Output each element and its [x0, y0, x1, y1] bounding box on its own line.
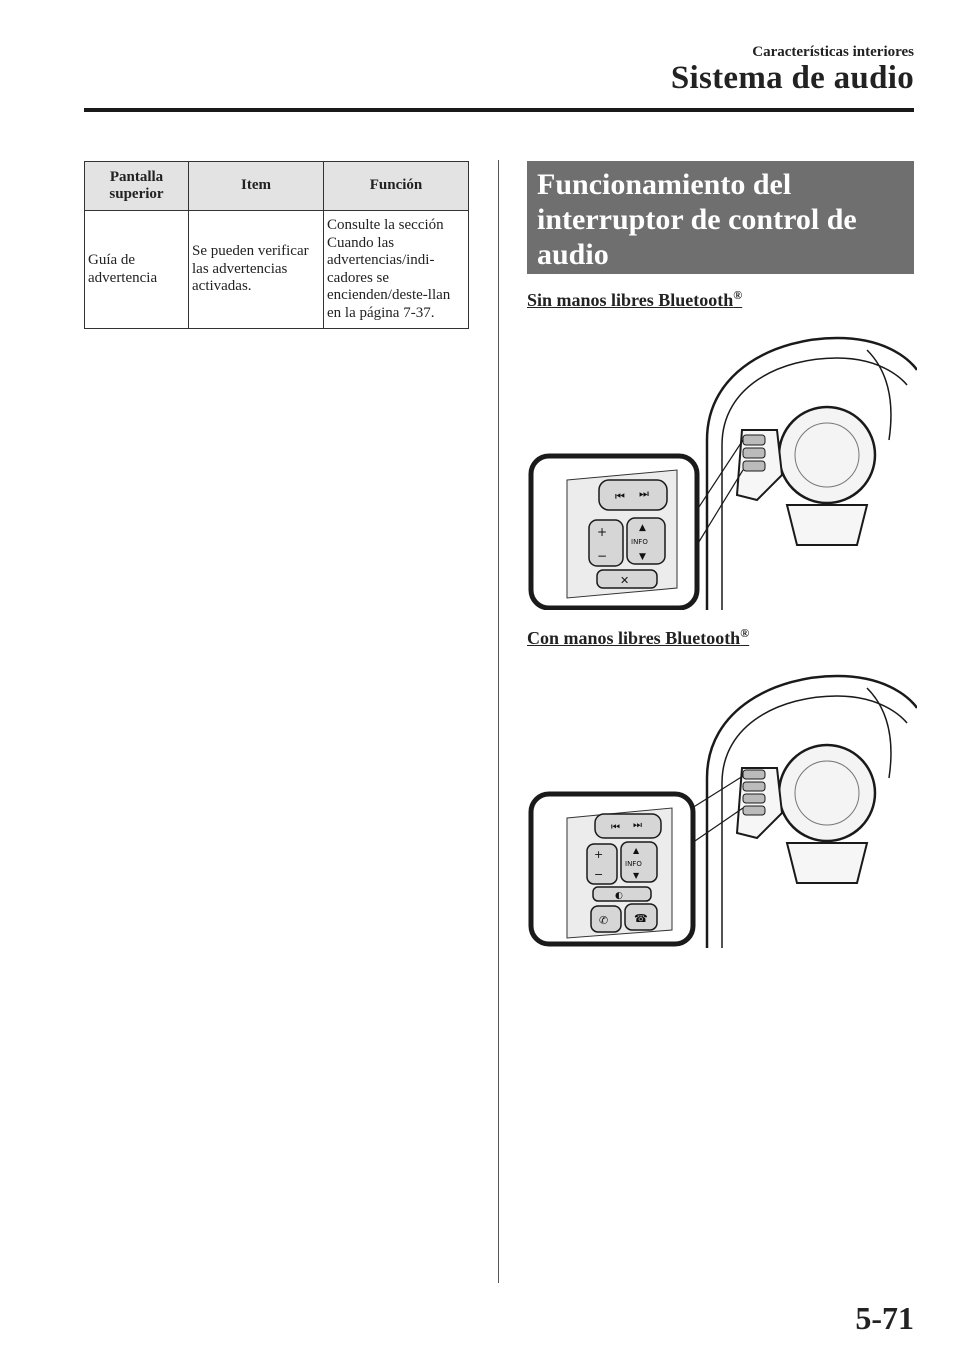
mute-icon: ✕ [620, 574, 630, 587]
steering-wheel-figure-without-handsfree [527, 330, 917, 610]
up-arrow-icon: ▲ [639, 523, 646, 533]
registered-mark: ® [733, 288, 743, 302]
table-cell: Se pueden verificar las advertencias activadas. [189, 211, 324, 329]
subsection-heading [527, 288, 742, 311]
down-arrow-icon: ▼ [639, 552, 646, 562]
skip-back-icon: ⏮ [615, 490, 625, 503]
voice-recognition-icon: ◐ [615, 891, 623, 901]
subsection-text: Sin manos libres Bluetooth [527, 290, 734, 310]
up-arrow-icon: ▲ [633, 846, 640, 855]
running-header-section: Características interiores [752, 44, 914, 60]
column-header: Pantalla superior [85, 162, 189, 211]
table-row [85, 211, 469, 329]
skip-forward-icon: ⏭ [639, 487, 649, 500]
section-banner: Funcionamiento del interruptor de control de audio [527, 161, 914, 274]
table-cell: Consulte la sección Cuando las advertencias/indi-cadores se encienden/deste-llan en la página 7-37. [324, 211, 469, 329]
function-table [84, 161, 469, 329]
page-number: 5-71 [855, 1300, 914, 1336]
column-header: Item [189, 162, 324, 211]
wheel-hub [779, 745, 875, 841]
subsection-text: Con manos libres Bluetooth [527, 628, 741, 648]
subsection-heading [527, 626, 749, 649]
registered-mark: ® [740, 626, 750, 640]
info-label: INFO [631, 538, 648, 546]
volume-down-icon: − [597, 549, 608, 563]
down-arrow-icon: ▼ [633, 871, 640, 880]
wheel-hub [779, 407, 875, 503]
volume-up-icon: + [594, 848, 604, 861]
table-header-row [85, 162, 469, 211]
steering-wheel-figure-with-handsfree [527, 668, 917, 948]
volume-down-icon: − [594, 868, 604, 881]
call-hangup-icon: ☎ [634, 912, 648, 925]
skip-back-icon: ⏮ [611, 822, 620, 833]
running-header-title: Sistema de audio [670, 60, 914, 96]
header-rule [84, 108, 914, 112]
info-label: INFO [625, 860, 642, 868]
skip-forward-icon: ⏭ [633, 820, 642, 831]
table-cell: Guía de advertencia [85, 211, 189, 329]
volume-up-icon: + [597, 525, 608, 539]
column-divider [498, 160, 499, 1283]
column-header: Función [324, 162, 469, 211]
call-pickup-icon: ✆ [599, 914, 609, 927]
